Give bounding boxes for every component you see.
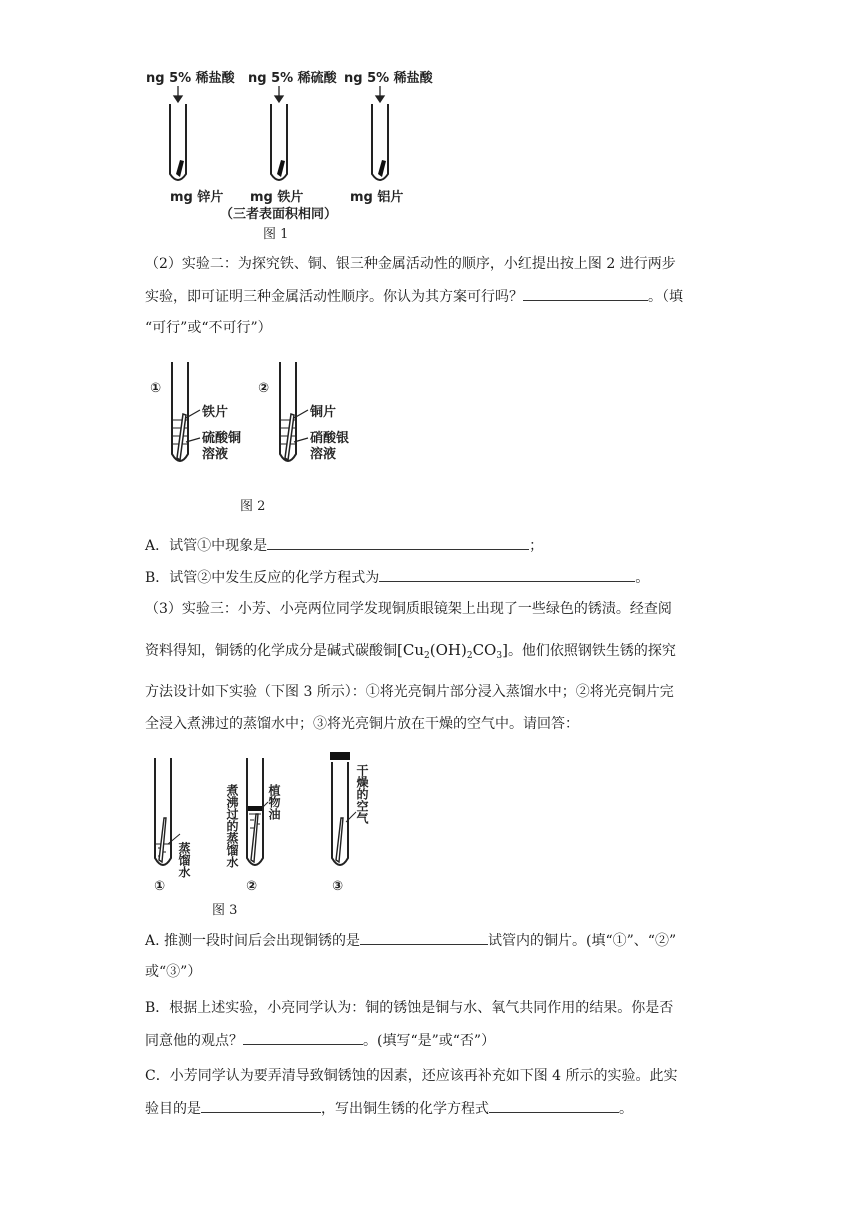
fig3-caption: 图 3: [212, 903, 238, 918]
fig3-tube2-left-label: 煮沸过的蒸馏水: [225, 784, 239, 868]
q3B-answer-blank[interactable]: [243, 1030, 363, 1045]
q2-line2: [145, 286, 683, 307]
q2-line2-end: 。（填: [648, 289, 683, 305]
q2-line3: “可行”或“不可行”）: [145, 320, 272, 336]
fig3-num1: ①: [154, 879, 166, 894]
qB-text: B．试管②中发生反应的化学方程式为: [145, 570, 380, 586]
q3A-answer-blank[interactable]: [360, 930, 488, 945]
fig2-tube2-solution-1: 硝酸银: [310, 431, 350, 446]
fig1-tube1-metal: mg 锌片: [170, 190, 224, 205]
q3B-line2: [145, 1030, 495, 1051]
q3-line2-text: 资料得知，铜锈的化学成分是碱式碳酸铜: [145, 643, 397, 659]
qA-end: ；: [529, 538, 544, 554]
figure-3: [150, 748, 380, 920]
qB-line: [145, 567, 649, 588]
fig3-tube2-right-label: 植物油: [267, 784, 281, 820]
q3C-purpose-blank[interactable]: [201, 1098, 321, 1113]
q3A-text: A. 推测一段时间后会出现铜锈的是: [145, 933, 361, 949]
fig2-tube1-solution-2: 溶液: [202, 447, 229, 462]
basic-copper-carbonate-formula: $[Cu_2(OH)_2CO_3]$: [397, 641, 508, 661]
q3A-line1: [145, 930, 676, 951]
fig1-tube2-reagent: ng 5% 稀硫酸: [248, 71, 337, 86]
q3-line2-end: 。他们依照钢铁生锈的探究: [507, 643, 676, 659]
q3C-end: 。: [619, 1101, 633, 1117]
fig2-num2: ②: [258, 381, 270, 396]
fig1-caption: 图 1: [263, 227, 289, 242]
qA-line: [145, 535, 543, 556]
q3B-line1: B．根据上述实验，小亮同学认为：铜的锈蚀是铜与水、氧气共同作用的结果。你是否: [145, 1000, 674, 1016]
q3A-end: 试管内的铜片。(填“①”、“②”: [488, 933, 677, 949]
q3-line4: 全浸入煮沸过的蒸馏水中；③将光亮铜片放在干燥的空气中。请回答：: [145, 716, 579, 732]
fig2-tube2-solution-2: 溶液: [310, 447, 337, 462]
figure-2: [150, 354, 350, 514]
fig2-caption: 图 2: [240, 499, 266, 514]
q3B-text: 同意他的观点？: [145, 1033, 243, 1049]
fig1-tube3-metal: mg 铝片: [350, 190, 404, 205]
fig2-tube1-solution-1: 硫酸铜: [202, 431, 242, 446]
qA-answer-blank[interactable]: [267, 535, 529, 550]
q3-line3: 方法设计如下实验（下图 3 所示）：①将光亮铜片部分浸入蒸馏水中；②将光亮铜片完: [145, 684, 674, 700]
fig3-tube1-label: 蒸馏水: [177, 842, 191, 878]
q3A-line2: 或“③”）: [145, 964, 202, 980]
figure-1: [140, 62, 450, 242]
qA-text: A．试管①中现象是: [145, 538, 268, 554]
qB-end: 。: [635, 570, 650, 586]
q3C-text: 验目的是: [145, 1101, 201, 1117]
fig2-tube2-metal: 铜片: [310, 405, 337, 420]
q3C-mid: ，写出铜生锈的化学方程式: [321, 1101, 489, 1117]
q2-answer-blank[interactable]: [523, 286, 648, 301]
fig3-num2: ②: [246, 879, 258, 894]
q3-line1: （3）实验三：小芳、小亮两位同学发现铜质眼镜架上出现了一些绿色的锈渍。经查阅: [145, 601, 672, 617]
qB-answer-blank[interactable]: [379, 567, 635, 582]
q3B-end: 。(填写“是”或“否”）: [363, 1033, 496, 1049]
fig3-num3: ③: [332, 879, 344, 894]
fig2-num1: ①: [150, 381, 162, 396]
fig1-tube3-reagent: ng 5% 稀盐酸: [344, 71, 433, 86]
fig1-tube1-reagent: ng 5% 稀盐酸: [146, 71, 235, 86]
fig3-tube3-label: 干燥的空气: [355, 764, 369, 824]
fig2-tube1-metal: 铁片: [202, 405, 229, 420]
q2-line2-text: 实验，即可证明三种金属活动性顺序。你认为其方案可行吗？: [145, 289, 523, 305]
q3-line2: [145, 640, 676, 666]
fig1-note: （三者表面积相同）: [220, 207, 338, 222]
q2-line1: （2）实验二：为探究铁、铜、银三种金属活动性的顺序，小红提出按上图 2 进行两步: [145, 256, 676, 272]
q3C-line2: [145, 1098, 633, 1119]
q3C-equation-blank[interactable]: [489, 1098, 619, 1113]
fig1-tube2-metal: mg 铁片: [250, 190, 304, 205]
q3C-line1: C．小芳同学认为要弄清导致铜锈蚀的因素，还应该再补充如下图 4 所示的实验。此实: [145, 1068, 678, 1084]
